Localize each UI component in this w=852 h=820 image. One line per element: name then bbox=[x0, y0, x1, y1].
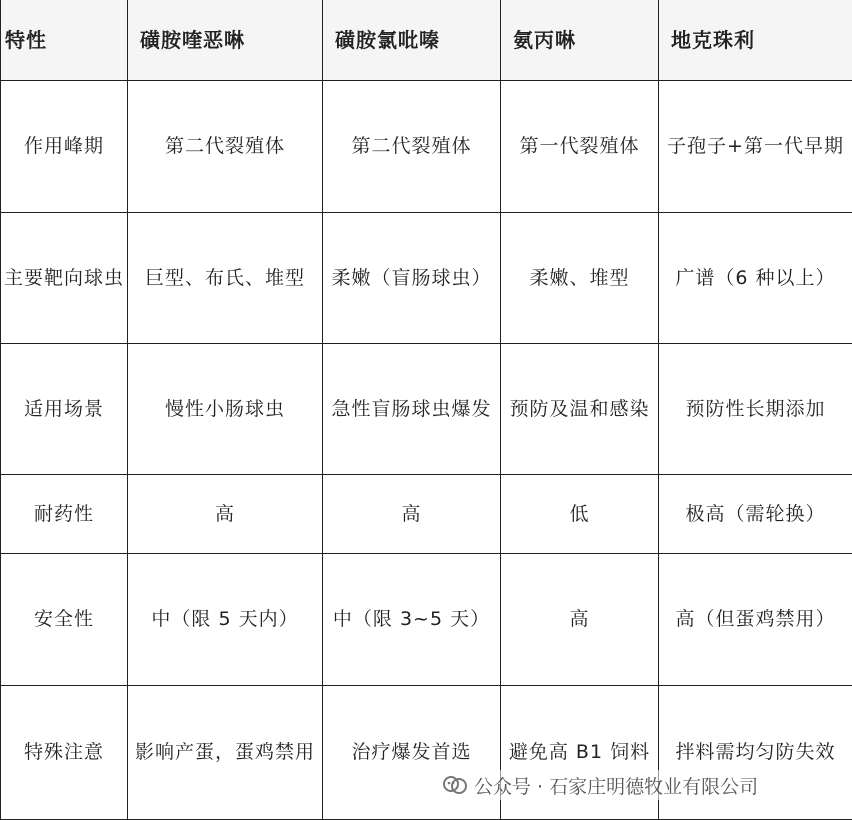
table-cell: 中（限 3~5 天） bbox=[323, 553, 501, 685]
row-label: 作用峰期 bbox=[1, 80, 128, 212]
row-label: 安全性 bbox=[1, 553, 128, 685]
table-cell: 高 bbox=[501, 553, 659, 685]
table-cell: 拌料需均匀防失效 bbox=[659, 685, 852, 819]
table-cell: 慢性小肠球虫 bbox=[128, 343, 323, 474]
table-cell: 极高（需轮换） bbox=[659, 474, 852, 553]
table-row bbox=[1, 80, 852, 212]
watermark bbox=[442, 770, 762, 800]
table-row bbox=[1, 474, 852, 553]
table-cell: 第二代裂殖体 bbox=[323, 80, 501, 212]
header-cell-drug-3: 氨丙啉 bbox=[501, 0, 659, 80]
watermark-text: 公众号 · 石家庄明德牧业有限公司 bbox=[474, 772, 758, 799]
row-label: 适用场景 bbox=[1, 343, 128, 474]
table-row bbox=[1, 553, 852, 685]
header-cell-property: 特性 bbox=[1, 0, 128, 80]
table-cell: 预防性长期添加 bbox=[659, 343, 852, 474]
table-row bbox=[1, 343, 852, 474]
table-cell: 第二代裂殖体 bbox=[128, 80, 323, 212]
table-cell: 预防及温和感染 bbox=[501, 343, 659, 474]
wechat-channel-icon bbox=[442, 775, 468, 795]
table-cell: 第一代裂殖体 bbox=[501, 80, 659, 212]
header-cell-drug-4: 地克珠利 bbox=[659, 0, 852, 80]
table-cell: 影响产蛋，蛋鸡禁用 bbox=[128, 685, 323, 819]
row-label: 耐药性 bbox=[1, 474, 128, 553]
table-cell: 巨型、布氏、堆型 bbox=[128, 212, 323, 343]
table-header-row bbox=[1, 0, 852, 80]
table-row bbox=[1, 212, 852, 343]
table-cell: 柔嫩（盲肠球虫） bbox=[323, 212, 501, 343]
row-label: 主要靶向球虫 bbox=[1, 212, 128, 343]
table-cell: 中（限 5 天内） bbox=[128, 553, 323, 685]
table-cell: 广谱（6 种以上） bbox=[659, 212, 852, 343]
table-cell: 避免高 B1 饲料 bbox=[501, 685, 659, 819]
header-cell-drug-2: 磺胺氯吡嗪 bbox=[323, 0, 501, 80]
header-cell-drug-1: 磺胺喹恶啉 bbox=[128, 0, 323, 80]
table-cell: 低 bbox=[501, 474, 659, 553]
table-cell: 子孢子+第一代早期 bbox=[659, 80, 852, 212]
row-label: 特殊注意 bbox=[1, 685, 128, 819]
table-cell: 高（但蛋鸡禁用） bbox=[659, 553, 852, 685]
table-cell: 柔嫩、堆型 bbox=[501, 212, 659, 343]
table-cell: 高 bbox=[128, 474, 323, 553]
table-cell: 治疗爆发首选 bbox=[323, 685, 501, 819]
table-cell: 急性盲肠球虫爆发 bbox=[323, 343, 501, 474]
table-cell: 高 bbox=[323, 474, 501, 553]
